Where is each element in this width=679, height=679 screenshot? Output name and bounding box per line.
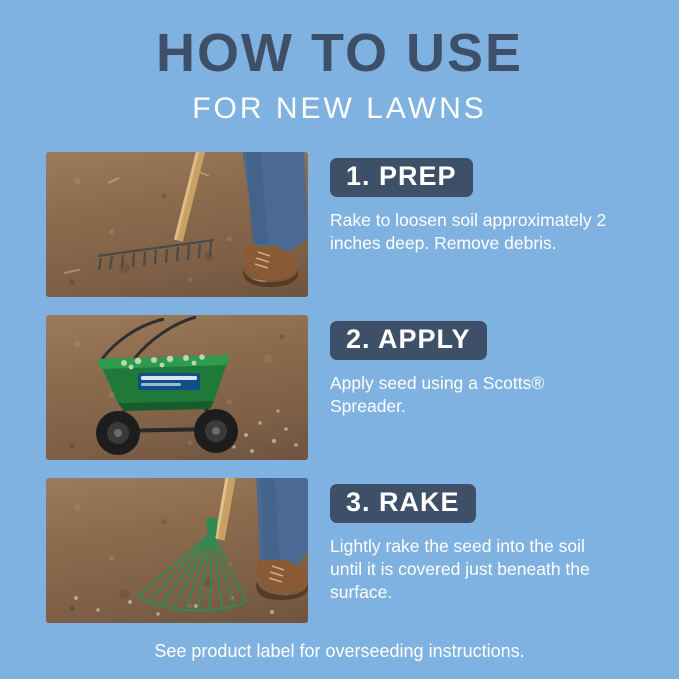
step-2-description: Apply seed using a Scotts® Spreader.	[330, 373, 545, 417]
step-2-text	[308, 315, 633, 418]
step-item	[46, 478, 633, 623]
step-2-badge: 2. APPLY	[330, 321, 487, 360]
page-subtitle: FOR NEW LAWNS	[192, 92, 487, 125]
step-1-badge: 1. PREP	[330, 158, 473, 197]
step-3-text	[308, 478, 633, 604]
step-item	[46, 152, 633, 297]
leaf-rake-illustration	[46, 478, 308, 623]
step-1-text	[308, 152, 633, 255]
page-title: HOW TO USE	[155, 23, 524, 83]
step-3-badge: 3. RAKE	[330, 484, 476, 523]
step-3-description: Lightly rake the seed into the soil until it is covered just beneath the surface.	[330, 536, 590, 603]
step-1-photo	[46, 152, 308, 297]
raking-soil-illustration	[46, 152, 308, 297]
footer-note: See product label for overseeding instructions.	[154, 641, 525, 661]
header	[0, 0, 679, 124]
step-item	[46, 315, 633, 460]
step-1-description: Rake to loosen soil approximately 2 inches deep. Remove debris.	[330, 210, 607, 254]
step-2-photo	[46, 315, 308, 460]
step-3-photo	[46, 478, 308, 623]
steps-list	[0, 152, 679, 623]
spreader-illustration	[46, 315, 308, 460]
